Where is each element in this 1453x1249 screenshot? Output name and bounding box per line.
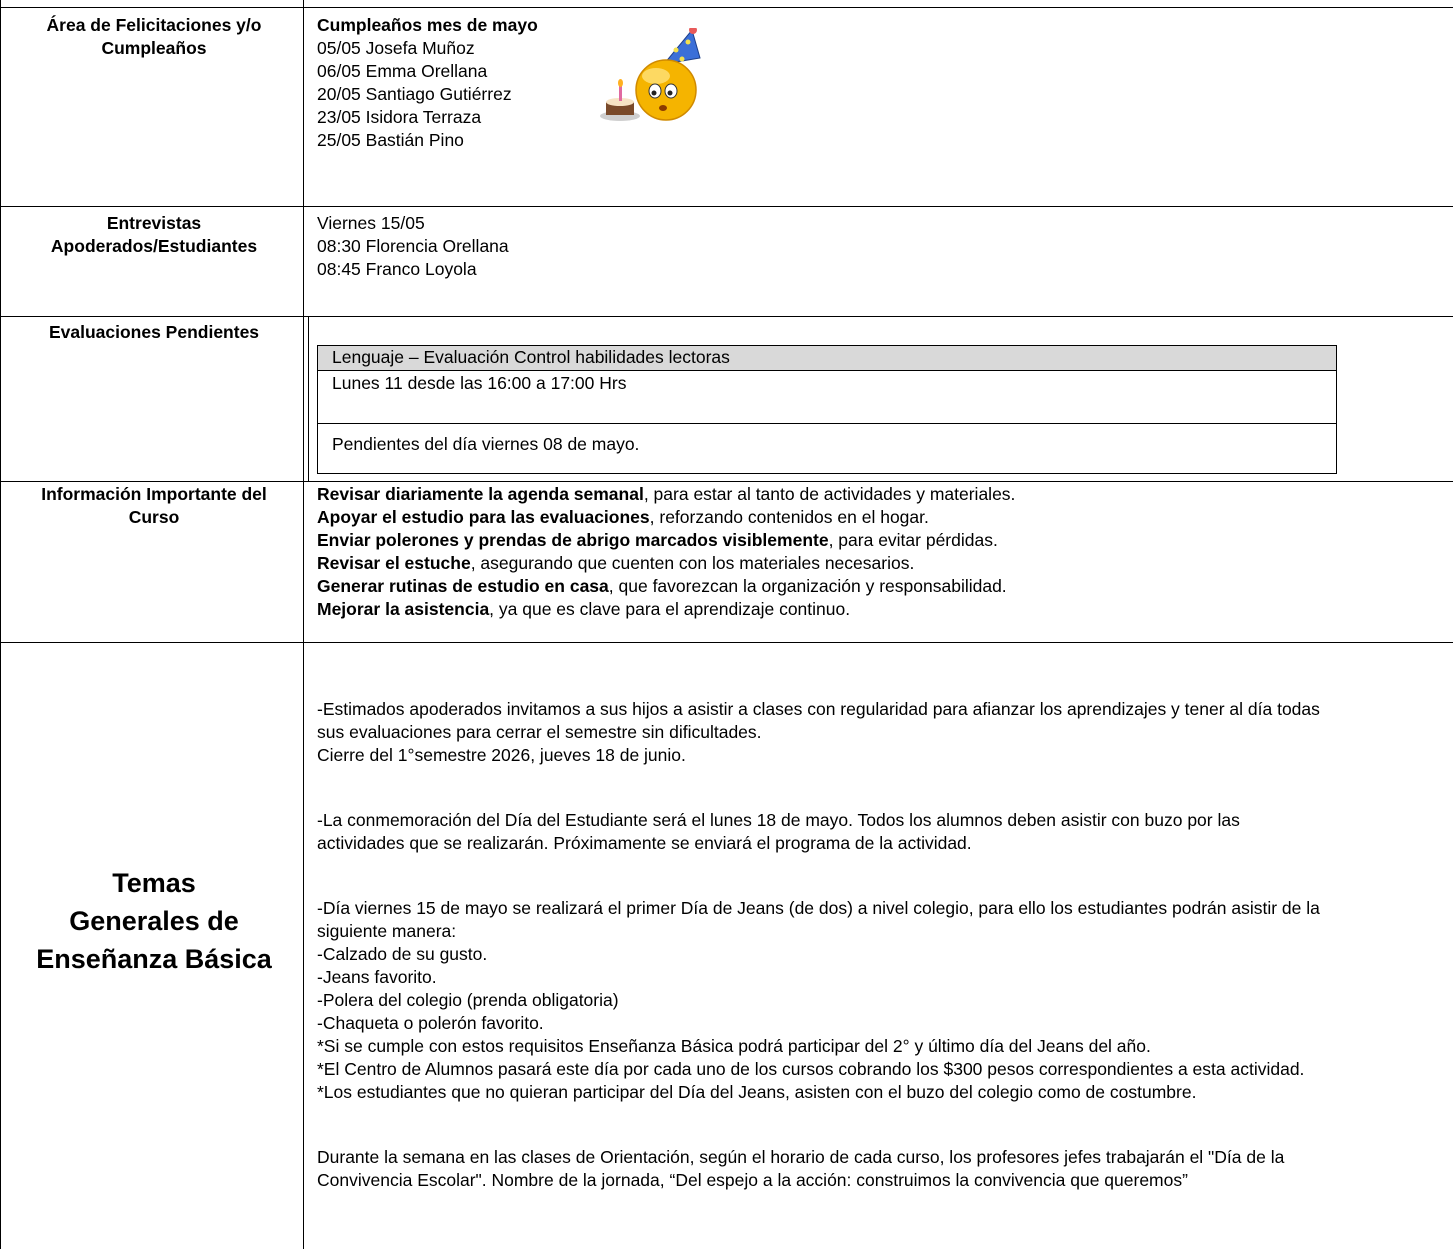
- info-item-rest: , para estar al tanto de actividades y materiales.: [643, 484, 1016, 504]
- label-line: Información Importante del: [41, 484, 267, 504]
- topic-line: Convivencia Escolar". Nombre de la jornada, “Del espejo a la acción: construimos la convivencia que queremos”: [317, 1170, 1188, 1190]
- table-border-top: [0, 7, 1453, 8]
- label-line: Cumpleaños: [101, 38, 207, 58]
- interview-line: 08:45 Franco Loyola: [317, 259, 477, 279]
- info-item: [317, 529, 1447, 552]
- topic-block: [317, 1146, 1447, 1192]
- info-item-bold: Revisar diariamente la agenda semanal: [317, 484, 644, 504]
- topic-line: -Día viernes 15 de mayo se realizará el primer Día de Jeans (de dos) a nivel colegio, para ello los estudiantes podrán asistir de la: [317, 898, 1320, 918]
- topic-line: *Si se cumple con estos requisitos Enseñanza Básica podrá participar del 2° y último día del Jeans del año.: [317, 1036, 1151, 1056]
- birthday-area-label: [6, 14, 302, 60]
- info-item-bold: Mejorar la asistencia: [317, 599, 490, 619]
- important-info-label: [6, 483, 302, 529]
- topic-block: [317, 809, 1447, 855]
- topic-line: -Calzado de su gusto.: [317, 944, 488, 964]
- info-item-bold: Generar rutinas de estudio en casa: [317, 576, 609, 596]
- info-item-rest: , ya que es clave para el aprendizaje continuo.: [489, 599, 851, 619]
- row-divider: [0, 206, 1453, 207]
- topic-line: *El Centro de Alumnos pasará este día por cada uno de los cursos cobrando los $300 pesos correspondientes a esta actividad.: [317, 1059, 1305, 1079]
- topic-line: Cierre del 1°semestre 2026, jueves 18 de junio.: [317, 745, 686, 765]
- general-topics-body: [317, 698, 1447, 1192]
- evaluation-box: [317, 345, 1337, 474]
- column-divider-inner: [308, 316, 309, 481]
- label-line: Curso: [128, 507, 180, 527]
- party-emoji-with-cake-icon: [596, 28, 708, 128]
- label-line: Enseñanza Básica: [36, 944, 272, 974]
- info-item: [317, 598, 1447, 621]
- topic-line: actividades que se realizarán. Próximamente se enviará el programa de la actividad.: [317, 833, 972, 853]
- topic-line: -Jeans favorito.: [317, 967, 437, 987]
- topic-line: -Estimados apoderados invitamos a sus hijos a asistir a clases con regularidad para afianzar los aprendizajes y tener al día todas: [317, 699, 1320, 719]
- topic-line: -Polera del colegio (prenda obligatoria): [317, 990, 619, 1010]
- interviews-list: [317, 212, 1447, 281]
- info-item: [317, 575, 1447, 598]
- topic-line: *Los estudiantes que no quieran participar del Día del Jeans, asisten con el buzo del colegio como de costumbre.: [317, 1082, 1197, 1102]
- evaluation-note: Pendientes del día viernes 08 de mayo.: [332, 434, 640, 454]
- evaluation-header: Lenguaje – Evaluación Control habilidades lectoras: [318, 346, 1336, 371]
- label-line: Apoderados/Estudiantes: [50, 236, 258, 256]
- label-line: Entrevistas: [106, 213, 202, 233]
- row-divider: [0, 481, 1453, 482]
- birthday-item: 05/05 Josefa Muñoz: [317, 38, 475, 58]
- topic-block: [317, 897, 1447, 1104]
- label-line: Generales de: [69, 906, 239, 936]
- info-item-rest: , reforzando contenidos en el hogar.: [649, 507, 929, 527]
- pending-evaluations-label: Evaluaciones Pendientes: [48, 322, 260, 342]
- birthday-title: Cumpleaños mes de mayo: [317, 15, 538, 35]
- general-topics-label: [6, 864, 302, 978]
- label-line: Temas: [112, 868, 196, 898]
- interview-line: Viernes 15/05: [317, 213, 425, 233]
- topic-line: -La conmemoración del Día del Estudiante será el lunes 18 de mayo. Todos los alumnos deben asistir con buzo por las: [317, 810, 1240, 830]
- interview-line: 08:30 Florencia Orellana: [317, 236, 509, 256]
- info-item: [317, 552, 1447, 575]
- birthday-item: 06/05 Emma Orellana: [317, 61, 488, 81]
- interviews-label: [6, 212, 302, 258]
- info-item-bold: Revisar el estuche: [317, 553, 471, 573]
- info-item-bold: Apoyar el estudio para las evaluaciones: [317, 507, 650, 527]
- label-line: Área de Felicitaciones y/o: [46, 15, 262, 35]
- topic-line: siguiente manera:: [317, 921, 457, 941]
- row-divider: [0, 642, 1453, 643]
- topic-block: [317, 698, 1447, 767]
- topic-line: sus evaluaciones para cerrar el semestre sin dificultades.: [317, 722, 762, 742]
- important-info-list: [317, 483, 1447, 621]
- birthday-item: 23/05 Isidora Terraza: [317, 107, 482, 127]
- info-item: [317, 506, 1447, 529]
- info-item-rest: , para evitar pérdidas.: [828, 530, 998, 550]
- info-item-bold: Enviar polerones y prendas de abrigo marcados visiblemente: [317, 530, 829, 550]
- info-item-rest: , asegurando que cuenten con los materiales necesarios.: [470, 553, 915, 573]
- info-item-rest: , que favorezcan la organización y responsabilidad.: [608, 576, 1007, 596]
- row-divider: [0, 316, 1453, 317]
- birthday-item: 25/05 Bastián Pino: [317, 130, 464, 150]
- info-item: [317, 483, 1447, 506]
- birthday-list: [317, 14, 1447, 152]
- birthday-item: 20/05 Santiago Gutiérrez: [317, 84, 512, 104]
- column-divider: [303, 0, 304, 1249]
- topic-line: -Chaqueta o polerón favorito.: [317, 1013, 544, 1033]
- table-border-left: [0, 0, 1, 1249]
- evaluation-schedule: Lunes 11 desde las 16:00 a 17:00 Hrs: [318, 371, 1336, 424]
- topic-line: Durante la semana en las clases de Orientación, según el horario de cada curso, los profesores jefes trabajarán el "Día de la: [317, 1147, 1285, 1167]
